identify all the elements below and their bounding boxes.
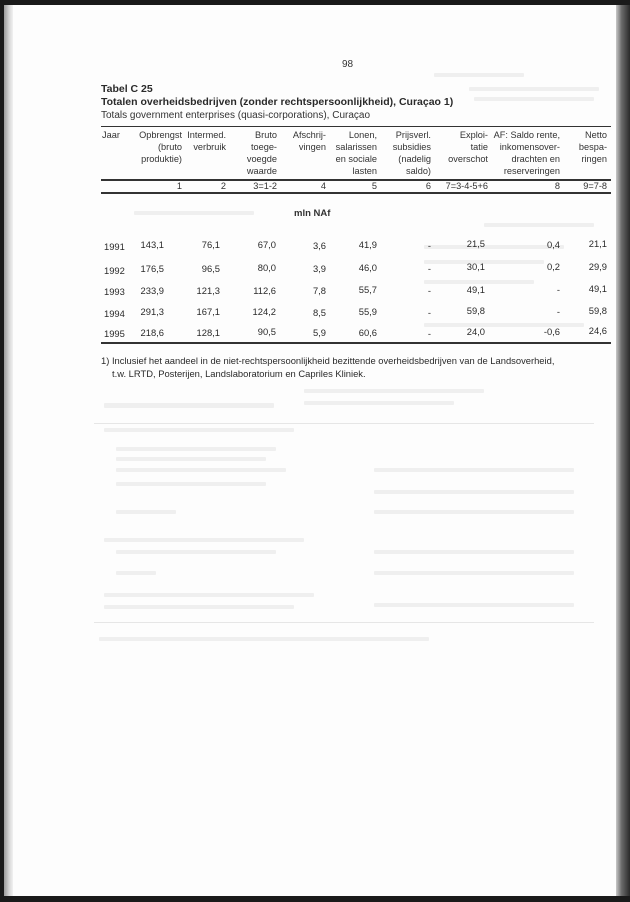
column-header-jaar: Jaar	[102, 130, 120, 140]
value-cell: -	[427, 307, 431, 318]
value-cell: -	[556, 284, 560, 295]
value-cell: 49,1	[466, 284, 485, 295]
table-bottom-rule	[101, 342, 611, 344]
value-cell: 41,9	[358, 239, 377, 250]
value-cell: -	[427, 328, 431, 339]
value-cell: -0,6	[543, 326, 560, 337]
value-cell: 80,0	[257, 262, 276, 273]
value-cell: 55,7	[358, 284, 377, 295]
value-cell: 21,1	[588, 238, 607, 249]
value-cell: 24,0	[466, 326, 485, 337]
column-header-saldo-rente: AF: Saldo rente, inkomensover- drachten en reserveringen	[493, 130, 560, 176]
column-number: 6	[425, 181, 431, 191]
numbering-separator-rule	[101, 192, 611, 194]
table-title-dutch: Totalen overheidsbedrijven (zonder rechtspersoonlijkheid), Curaçao 1)	[101, 96, 454, 108]
year-cell: 1995	[104, 328, 125, 339]
value-cell: 0,4	[546, 239, 560, 250]
value-cell: 8,5	[312, 307, 326, 318]
value-cell: 3,9	[312, 263, 326, 274]
value-cell: 29,9	[588, 261, 607, 272]
column-number: 9=7-8	[583, 181, 607, 191]
page-number: 98	[342, 59, 354, 70]
column-header-intermed-verbruik: Intermed. verbruik	[187, 130, 226, 152]
column-header-netto-besparingen: Netto bespa- ringen	[578, 130, 607, 164]
year-cell: 1993	[104, 286, 125, 297]
value-cell: 143,1	[140, 239, 164, 250]
value-cell: 60,6	[358, 327, 377, 338]
value-cell: 218,6	[140, 327, 164, 338]
value-cell: 124,2	[252, 306, 276, 317]
table-top-rule	[101, 126, 611, 127]
value-cell: 76,1	[201, 239, 220, 250]
column-header-lonen: Lonen, salarissen en sociale lasten	[335, 130, 377, 176]
value-cell: -	[556, 306, 560, 317]
value-cell: 24,6	[588, 325, 607, 336]
value-cell: 3,6	[312, 240, 326, 251]
column-number: 1	[176, 181, 182, 191]
value-cell: -	[427, 285, 431, 296]
column-number: 2	[220, 181, 226, 191]
value-cell: 55,9	[358, 306, 377, 317]
value-cell: 67,0	[257, 239, 276, 250]
column-number: 5	[371, 181, 377, 191]
value-cell: 96,5	[201, 263, 220, 274]
footnote	[101, 354, 554, 380]
value-cell: 112,6	[253, 285, 276, 296]
column-number: 3=1-2	[253, 181, 277, 191]
value-cell: 291,3	[140, 306, 164, 317]
footnote-line: t.w. LRTD, Posterijen, Landslaboratorium en Capriles Kliniek.	[112, 368, 366, 379]
value-cell: 46,0	[358, 262, 377, 273]
year-cell: 1994	[104, 308, 125, 319]
value-cell: -	[427, 240, 431, 251]
footnote-line: 1) Inclusief het aandeel in de niet-rechtspersoonlijkheid bezittende overheidsbedrijven van de Landsoverheid,	[101, 355, 555, 366]
column-header-exploitatie-overschot: Exploi- tatie overschot	[448, 130, 488, 164]
page-edge-shadow	[616, 5, 630, 896]
value-cell: -	[427, 263, 431, 274]
value-cell: 30,1	[466, 261, 485, 272]
column-header-afschrijvingen: Afschrij- vingen	[292, 130, 326, 152]
value-cell: 233,9	[140, 285, 164, 296]
value-cell: 128,1	[196, 327, 220, 338]
value-cell: 5,9	[312, 327, 326, 338]
value-cell: 21,5	[466, 238, 485, 249]
year-cell: 1992	[104, 265, 125, 276]
column-header-bruto-toegevoegde-waarde: Bruto toege- voegde waarde	[246, 130, 277, 176]
table-title-english: Totals government enterprises (quasi-corporations), Curaçao	[101, 110, 371, 121]
value-cell: 176,5	[140, 263, 164, 274]
value-cell: 0,2	[546, 261, 560, 272]
document-page	[4, 5, 616, 896]
table-title-block	[101, 83, 453, 122]
year-cell: 1991	[104, 241, 125, 252]
value-cell: 59,8	[466, 305, 485, 316]
value-cell: 49,1	[588, 283, 607, 294]
value-cell: 7,8	[312, 285, 326, 296]
column-number: 7=3-4-5+6	[445, 181, 488, 191]
column-header-opbrengst: Opbrengst (bruto produktie)	[139, 130, 182, 164]
unit-label: mln NAf	[294, 208, 331, 219]
value-cell: 121,3	[196, 285, 220, 296]
value-cell: 90,5	[257, 326, 276, 337]
value-cell: 59,8	[588, 305, 607, 316]
table-label: Tabel C 25	[101, 83, 153, 95]
column-number: 8	[554, 181, 560, 191]
value-cell: 167,1	[196, 306, 220, 317]
page-spine-shadow	[4, 5, 13, 896]
column-header-prijsverl-subsidies: Prijsverl. subsidies (nadelig saldo)	[392, 130, 431, 176]
column-number: 4	[320, 181, 326, 191]
